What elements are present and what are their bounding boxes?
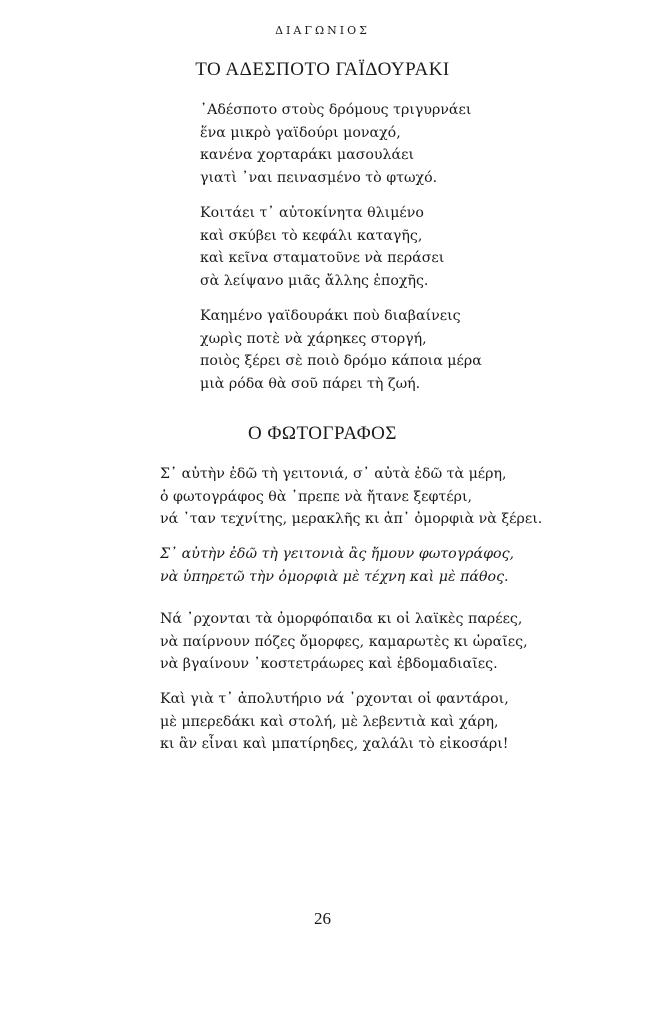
verse-line: Σ᾿ αὐτὴν ἐδῶ τὴ γειτονιά, σ᾿ αὐτὰ ἐδῶ τὰ μέρη, <box>160 466 507 482</box>
running-header: ΔΙΑΓΩΝΙΟΣ <box>275 24 370 37</box>
stanza <box>200 305 482 395</box>
verse-line: μὲ μπερεδάκι καὶ στολή, μὲ λεβεντιὰ καὶ χάρη, <box>160 713 499 730</box>
stanza <box>160 463 542 531</box>
verse-line: κανένα χορταράκι μασουλάει <box>200 147 415 163</box>
verse-line: χωρὶς ποτὲ νὰ χάρηκες στοργή, <box>200 330 427 347</box>
verse-line: καὶ σκύβει τὸ κεφάλι καταγῆς, <box>200 227 423 244</box>
verse-line: μιὰ ρόδα θὰ σοῦ πάρει τὴ ζωή. <box>200 375 421 392</box>
stanza <box>200 99 471 189</box>
verse-line: νὰ βγαίνουν ᾿κοστετράωρες καὶ ἑβδομαδιαῖες. <box>160 656 498 672</box>
stanza <box>160 608 528 676</box>
verse-line: Καὶ γιὰ τ᾿ ἀπολυτήριο νά ᾿ρχονται οἱ φαντάροι, <box>160 691 509 707</box>
verse-line: ὁ φωτογράφος θὰ ᾿πρεπε νὰ ἤτανε ξεφτέρι, <box>160 488 473 505</box>
verse-line: ἕνα μικρὸ γαϊδούρι μοναχό, <box>200 124 401 141</box>
verse-line: γιατὶ ᾿ναι πεινασμένο τὸ φτωχό. <box>200 169 438 186</box>
poem-title: Ο ΦΩΤΟΓΡΑΦΟΣ <box>248 423 397 444</box>
stanza <box>160 543 514 588</box>
stanza <box>200 202 444 292</box>
verse-line: νὰ ὑπηρετῶ τὴν ὀμορφιὰ μὲ τέχνη καὶ μὲ πάθος. <box>160 568 509 585</box>
verse-line: νά ᾿ταν τεχνίτης, μερακλῆς κι ἀπ᾿ ὀμορφιὰ νὰ ξέρει. <box>160 511 543 527</box>
verse-line: κι ἂν εἶναι καὶ μπατίρηδες, χαλάλι τὸ εἰκοσάρι! <box>160 736 509 752</box>
poem-title: ΤΟ ΑΔΕΣΠΟΤΟ ΓΑΪΔΟΥΡΑΚΙ <box>195 59 450 80</box>
verse-line: Σ᾿ αὐτὴν ἐδῶ τὴ γειτονιὰ ἂς ἤμουν φωτογράφος, <box>160 546 515 562</box>
stanza <box>160 688 509 756</box>
verse-line: καὶ κεῖνα σταματοῦνε νὰ περάσει <box>200 250 445 266</box>
page-number: 26 <box>314 909 331 928</box>
verse-line: νὰ παίρνουν πόζες ὄμορφες, καμαρωτὲς κι ὡραῖες, <box>160 633 528 650</box>
verse-line: Νά ᾿ρχονται τὰ ὀμορφόπαιδα κι οἱ λαϊκὲς παρέες, <box>160 611 523 627</box>
verse-line: ᾿Αδέσποτο στοὺς δρόμους τριγυρνάει <box>200 102 472 118</box>
verse-line: ποιὸς ξέρει σὲ ποιὸ δρόμο κάποια μέρα <box>200 353 482 369</box>
verse-line: Καημένο γαϊδουράκι ποὺ διαβαίνεις <box>200 308 461 324</box>
verse-line: Κοιτάει τ᾿ αὐτοκίνητα θλιμένο <box>200 205 424 221</box>
verse-line: σὰ λείψανο μιᾶς ἄλλης ἐποχῆς. <box>200 272 429 289</box>
